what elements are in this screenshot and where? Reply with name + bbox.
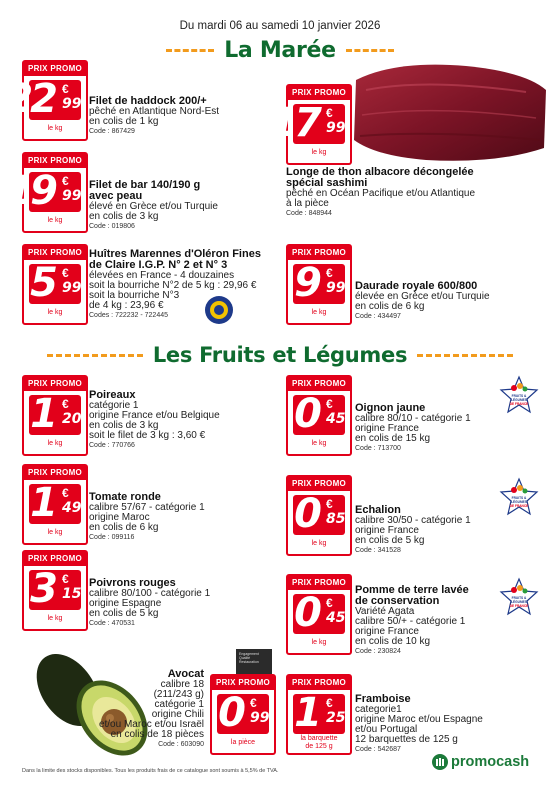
price-currency: € [62,82,69,96]
product-detail: origine France [355,626,419,637]
product-oignon [355,403,471,453]
product-tomate [89,492,205,542]
price-decimal: 99 [62,96,82,112]
price-unit: le kg [311,639,327,646]
product-code: Code : 603090 [158,741,204,748]
product-detail: calibre 80/100 - catégorie 1 [89,588,211,599]
price-currency: € [326,596,333,610]
badge-text: Qualité [239,656,251,660]
price-tag-bar [5,152,88,233]
price-currency: € [62,397,69,411]
product-code: Code : 542687 [355,746,401,753]
product-detail: en colis de 1 kg [89,116,159,127]
product-detail: en colis de 5 kg [355,535,425,546]
product-echalion [355,505,471,555]
product-detail: (211/243 g) [153,689,204,700]
product-detail: élevée en Grèce et/ou Turquie [355,291,490,302]
badge-text: LÉGUMES [511,600,527,604]
price-integer: 9 [294,260,319,306]
price-decimal: 85 [326,511,346,527]
price-tag-poireaux [22,375,88,456]
tag-header: PRIX PROMO [24,466,86,480]
price-tag-thon [269,84,352,165]
price-integer: 0 [218,690,243,736]
price-integer: 5 [30,260,55,306]
price-decimal: 99 [250,710,270,726]
price-tag-poivrons [22,550,88,631]
price-decimal: 99 [62,188,82,204]
price-decimal: 25 [326,710,346,726]
badge-text: FRUITS & [511,394,527,398]
title-divider [47,354,143,357]
tag-header: PRIX PROMO [212,676,274,690]
product-name: Filet de haddock 200/+ [89,95,207,107]
badge-text: Restauration [239,660,259,664]
product-bar [89,180,218,231]
date-range: Du mardi 06 au samedi 10 janvier 2026 [179,20,381,32]
product-thon [286,167,475,218]
product-name: Avocat [167,668,204,680]
product-name: Echalion [355,504,401,516]
price-decimal: 45 [326,610,346,626]
product-huitres [89,249,261,320]
price-unit: le kg [47,125,63,132]
price-unit-line: la barquette [300,735,338,742]
product-framboise [355,694,483,754]
product-code: Code : 713700 [355,445,401,452]
product-name: de conservation [355,595,440,607]
tag-header: PRIX PROMO [288,477,350,491]
product-detail: calibre 30/50 - catégorie 1 [355,515,471,526]
price-integer: 3 [30,566,55,612]
product-name: Oignon jaune [355,402,426,414]
price-currency: € [326,266,333,280]
price-tag-pdt [286,574,352,655]
tag-header: PRIX PROMO [288,377,350,391]
brand-name: promocash [451,754,530,770]
product-name: Poireaux [89,389,136,401]
price-unit: le kg [47,529,63,536]
product-code: Code : 230824 [355,648,401,655]
product-code: Code : 848944 [286,210,332,217]
product-name: Framboise [355,693,411,705]
product-daurade [355,281,490,321]
product-detail: calibre 18 [160,679,204,690]
price-unit [288,735,350,751]
product-name: Daurade royale 600/800 [355,280,478,292]
product-pdt [355,585,469,656]
product-code: Code : 470531 [89,620,135,627]
product-detail: pêché en Atlantique Nord-Est [89,106,220,117]
price-unit: le kg [47,440,63,447]
product-detail: à la pièce [286,198,329,209]
price-currency: € [62,486,69,500]
tag-header: PRIX PROMO [24,552,86,566]
product-detail: origine Maroc [89,512,150,523]
tag-header: PRIX PROMO [288,576,350,590]
badge-text: LÉGUMES [511,500,527,504]
product-code: Code : 341528 [355,547,401,554]
price-integer: 1 [30,480,55,526]
product-name: de Claire I.G.P. N° 2 et N° 3 [89,259,228,271]
section-heading: La Marée [224,38,336,63]
product-detail: élevées en France - 4 douzaines [89,270,235,281]
fruits-legumes-de-france-badge [500,478,538,516]
product-detail: catégorie 1 [89,400,139,411]
price-integer: 1 [294,690,319,736]
badge-text: DE FRANCE [509,402,529,406]
price-unit: le kg [47,309,63,316]
tag-header: PRIX PROMO [24,246,86,260]
price-decimal: 99 [62,280,82,296]
tag-header: PRIX PROMO [288,86,350,100]
product-haddock [89,96,219,136]
product-detail: pêché en Océan Pacifique et/ou Atlantique [286,188,476,199]
tag-header: PRIX PROMO [288,246,350,260]
price-integer: 1 [30,391,55,437]
price-currency: € [250,696,257,710]
product-detail: et/ou Maroc et/ou Israël [98,719,204,730]
price-tag-tomate [22,464,88,545]
price-unit: le kg [311,440,327,447]
price-currency: € [326,497,333,511]
product-detail: soit la bourriche N°2 de 5 kg : 29,96 € [89,280,257,291]
product-detail: 12 barquettes de 125 g [355,734,458,745]
product-code: Code : 434497 [355,313,401,320]
product-detail: en colis de 3 kg [89,420,159,431]
product-detail: en colis de 6 kg [89,522,159,533]
product-name: Poivrons rouges [89,577,176,589]
fruits-legumes-de-france-badge [500,578,538,616]
product-detail: en colis de 3 kg [89,211,159,222]
product-code: Codes : 722232 - 722445 [89,312,169,319]
title-divider [417,354,513,357]
price-integer: 17 [269,100,319,146]
badge-text: FRUITS & [511,496,527,500]
product-detail: en colis de 18 pièces [110,729,204,740]
badge-text: LÉGUMES [511,398,527,402]
price-tag-framboise [286,674,352,755]
igp-label-icon [204,295,234,325]
product-detail: origine France [355,423,419,434]
product-poivrons [89,578,210,628]
product-detail: soit le filet de 3 kg : 3,60 € [89,430,206,441]
fruits-legumes-de-france-badge [500,376,538,414]
product-name: Tomate ronde [89,491,161,503]
price-tag-oignon [286,375,352,456]
price-unit: le kg [311,149,327,156]
product-detail: élevé en Grèce et/ou Turquie [89,201,218,212]
product-detail: en colis de 15 kg [355,433,431,444]
price-unit: le kg [311,309,327,316]
product-avocat [70,669,204,749]
product-detail: origine France [355,525,419,536]
price-currency: € [326,397,333,411]
product-detail: Variété Agata [355,606,415,617]
price-currency: € [62,266,69,280]
price-currency: € [326,106,333,120]
badge-text: Engagement [239,652,259,656]
product-code: Code : 770766 [89,442,135,449]
product-detail: calibre 57/67 - catégorie 1 [89,502,205,513]
badge-text: FRUITS & [511,596,527,600]
title-divider [166,49,214,52]
price-unit-line: de 125 g [305,743,333,750]
product-name: Longe de thon albacore décongelée [286,166,474,178]
price-integer: 0 [294,391,319,437]
product-code: Code : 099116 [89,534,135,541]
promocash-logo [432,754,529,770]
section-title-fruits [0,343,560,367]
product-code: Code : 019806 [89,223,135,230]
section-heading: Les Fruits et Légumes [152,343,408,367]
product-detail: en colis de 10 kg [355,636,431,647]
shopping-cart-icon [432,754,448,770]
price-integer: 22 [5,76,55,122]
price-tag-haddock [5,60,88,141]
price-tag-huitres [22,244,88,325]
price-decimal: 20 [62,411,82,427]
footer-disclaimer: Dans la limite des stocks disponibles. Tous les produits frais de ce catalogue sont soumis à 5,5% de TVA. [22,768,279,774]
tag-header: PRIX PROMO [24,377,86,391]
product-detail: calibre 50/+ - catégorie 1 [355,616,466,627]
price-unit: le kg [47,615,63,622]
product-detail: origine France et/ou Belgique [89,410,220,421]
price-tag-echalion [286,475,352,556]
price-unit: le kg [47,217,63,224]
badge-text: DE FRANCE [509,504,529,508]
price-decimal: 99 [326,120,346,136]
product-detail: calibre 80/10 - catégorie 1 [355,413,471,424]
product-detail: origine Maroc et/ou Espagne [355,714,483,725]
product-name: spécial sashimi [286,177,368,189]
product-detail: origine Espagne [89,598,162,609]
price-integer: 0 [294,590,319,636]
product-detail: catégorie 1 [154,699,204,710]
badge-text: DE FRANCE [509,604,529,608]
product-detail: en colis de 6 kg [355,301,425,312]
price-integer: 0 [294,491,319,537]
product-poireaux [89,390,220,450]
price-tag-avocat [210,674,276,755]
product-name: Huîtres Marennes d'Oléron Fines [89,248,261,260]
price-currency: € [326,696,333,710]
product-detail: origine Chili [151,709,204,720]
product-code: Code : 867429 [89,128,135,135]
tag-header: PRIX PROMO [24,154,86,168]
tag-header: PRIX PROMO [24,62,86,76]
price-unit: la pièce [230,739,256,746]
price-currency: € [62,572,69,586]
price-decimal: 45 [326,411,346,427]
product-detail: categorie1 [355,704,402,715]
product-detail: de 4 kg : 23,96 € [89,300,164,311]
tuna-loin-image [336,60,550,168]
price-decimal: 15 [62,586,82,602]
product-detail: en colis de 5 kg [89,608,159,619]
product-detail: et/ou Portugal [355,724,418,735]
product-name: avec peau [89,190,143,202]
tag-header: PRIX PROMO [288,676,350,690]
price-integer: 19 [5,168,55,214]
price-currency: € [62,174,69,188]
price-decimal: 99 [326,280,346,296]
price-tag-daurade [286,244,352,325]
product-name: Filet de bar 140/190 g [89,179,201,191]
price-unit: le kg [311,540,327,547]
price-decimal: 49 [62,500,82,516]
title-divider [346,49,394,52]
product-name: Pomme de terre lavée [355,584,469,596]
product-detail: soit la bourriche N°3 [89,290,180,301]
